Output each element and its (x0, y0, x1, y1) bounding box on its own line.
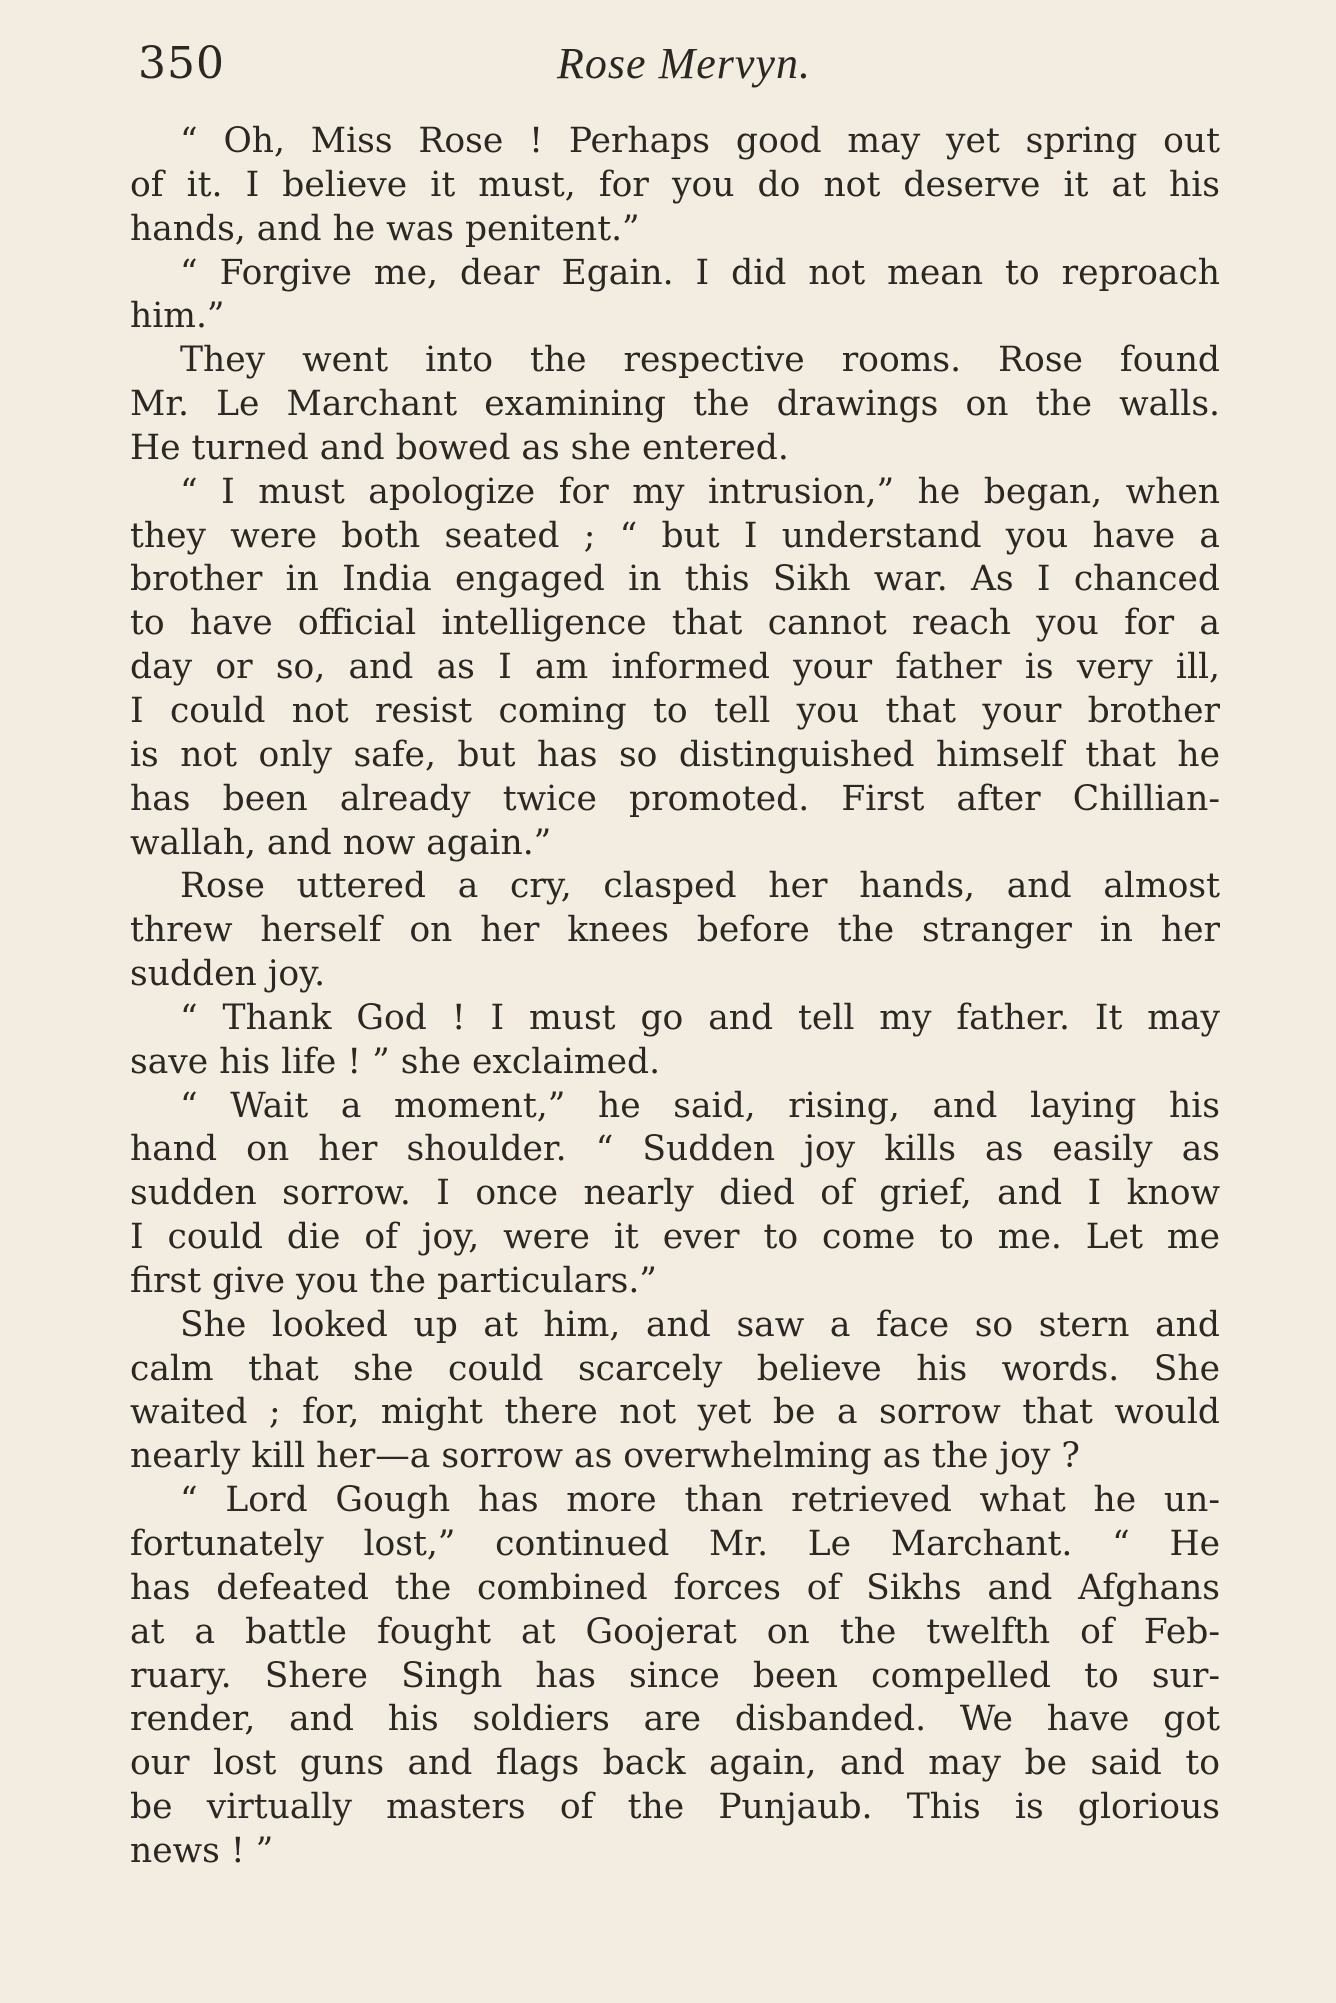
text-line: first give you the particulars.” (130, 1260, 657, 1301)
body-text (130, 120, 1220, 1874)
text-line: She looked up at him, and saw a face so stern and (180, 1304, 1220, 1345)
text-line: “ I must apologize for my intrusion,” he began, when (180, 471, 1220, 512)
text-line: fortunately lost,” continued Mr. Le Marchant. “ He (130, 1524, 1220, 1564)
text-line: news ! ” (130, 1830, 274, 1871)
page-number: 350 (138, 38, 225, 89)
text-line: sudden joy. (130, 954, 326, 995)
text-line: day or so, and as I am informed your father is very ill, (130, 647, 1220, 688)
text-line: save his life ! ” she exclaimed. (130, 1041, 661, 1082)
text-line: threw herself on her knees before the stranger in her (130, 910, 1220, 951)
text-line: He turned and bowed as she entered. (130, 427, 789, 468)
text-line: ruary. Shere Singh has since been compelled to sur- (130, 1655, 1220, 1696)
text-line: “ Forgive me, dear Egain. I did not mean to reproach (180, 252, 1220, 293)
text-line: They went into the respective rooms. Rose found (180, 340, 1220, 381)
text-line: has been already twice promoted. First after Chillian- (130, 778, 1220, 819)
running-title: Rose Mervyn. (557, 39, 811, 88)
text-line: I could not resist coming to tell you that your brother (130, 690, 1220, 731)
text-line: our lost guns and flags back again, and may be said to (130, 1743, 1220, 1784)
text-line: “ Lord Gough has more than retrieved what he un- (180, 1480, 1220, 1521)
text-line: calm that she could scarcely believe his words. She (130, 1348, 1220, 1389)
text-line: “ Oh, Miss Rose ! Perhaps good may yet spring out (180, 121, 1220, 161)
text-line: hands, and he was penitent.” (130, 208, 640, 249)
text-line: at a battle fought at Goojerat on the twelfth of Feb- (130, 1611, 1220, 1652)
text-line: him.” (130, 296, 225, 337)
text-line: be virtually masters of the Punjaub. This is glorious (130, 1787, 1220, 1828)
text-line: brother in India engaged in this Sikh war. As I chanced (130, 559, 1220, 600)
text-line: has defeated the combined forces of Sikhs and Afghans (130, 1567, 1220, 1608)
text-line: to have official intelligence that cannot reach you for a (130, 603, 1220, 644)
text-line: render, and his soldiers are disbanded. We have got (130, 1699, 1220, 1740)
text-line: Rose uttered a cry, clasped her hands, and almost (180, 866, 1220, 907)
text-line: Mr. Le Marchant examining the drawings on the walls. (130, 384, 1220, 425)
text-line: sudden sorrow. I once nearly died of grief, and I know (130, 1173, 1220, 1214)
page-header (138, 38, 1200, 118)
text-line: “ Wait a moment,” he said, rising, and laying his (180, 1085, 1220, 1126)
text-line: of it. I believe it must, for you do not deserve it at his (130, 164, 1220, 205)
text-line: they were both seated ; “ but I understand you have a (130, 515, 1220, 556)
text-line: “ Thank God ! I must go and tell my father. It may (180, 997, 1220, 1038)
text-line: I could die of joy, were it ever to come to me. Let me (130, 1217, 1220, 1258)
text-line: waited ; for, might there not yet be a sorrow that would (130, 1392, 1220, 1433)
text-line: nearly kill her—a sorrow as overwhelming as the joy ? (130, 1436, 1080, 1477)
text-line: wallah, and now again.” (130, 822, 552, 863)
text-line: hand on her shoulder. “ Sudden joy kills as easily as (130, 1129, 1220, 1170)
text-line: is not only safe, but has so distinguished himself that he (130, 734, 1220, 775)
